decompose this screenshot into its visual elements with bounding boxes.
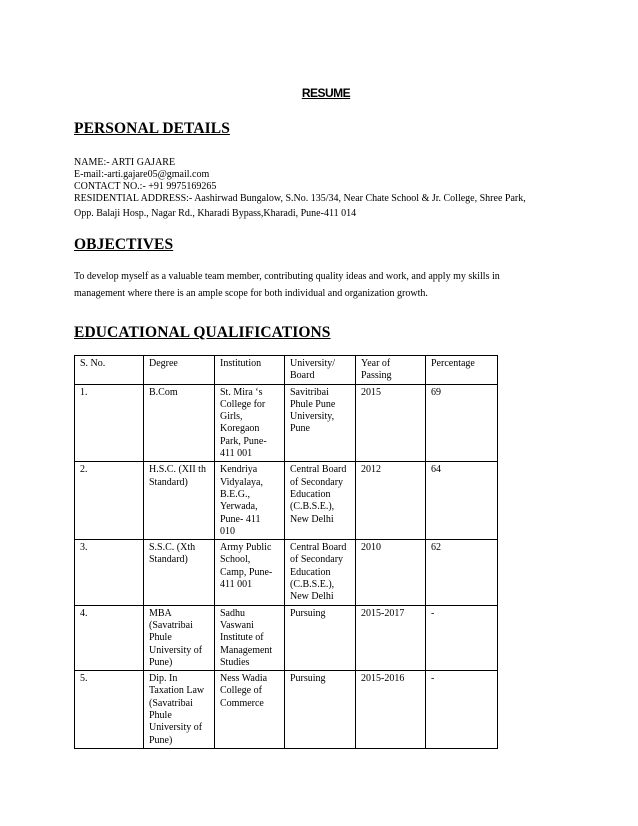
cell-line: Institute of	[220, 632, 264, 644]
cell-line: B.Com	[149, 386, 178, 398]
cell-line: -	[431, 607, 435, 619]
cell-line: 5.	[80, 673, 88, 685]
table-row-sno-cell	[75, 462, 144, 540]
cell-line: College for	[220, 398, 266, 410]
objectives-line-2: management where there is an ample scope for both individual and organization growth.	[74, 288, 428, 299]
cell-line: Central Board	[290, 542, 347, 554]
contact-line: CONTACT NO.:- +91 9975169265	[74, 181, 217, 192]
cell-line: New Delhi	[290, 513, 334, 525]
table-header-row-sno-cell	[75, 356, 144, 385]
address-line-2: Opp. Balaji Hosp., Nagar Rd., Kharadi Bypass,Kharadi, Pune-411 014	[74, 208, 357, 219]
cell-line: 2015-2017	[361, 607, 405, 619]
cell-line: (Savatribai	[149, 619, 193, 631]
cell-line: Management	[220, 644, 273, 656]
cell-line: Pune	[290, 423, 310, 435]
table-row-sno-cell	[75, 605, 144, 670]
table-row-degree-cell	[144, 462, 215, 540]
table-row-year-cell	[356, 384, 426, 462]
cell-line: College of	[220, 685, 262, 697]
cell-line: Pune- 411	[220, 513, 261, 525]
cell-line: 2.	[80, 464, 88, 476]
cell-line: 64	[431, 464, 441, 476]
cell-line: Institution	[220, 358, 262, 369]
cell-line: MBA	[149, 607, 172, 619]
cell-line: University/	[290, 358, 335, 369]
cell-line: Education	[290, 488, 331, 500]
table-row	[75, 671, 498, 749]
personal-details-heading: PERSONAL DETAILS	[74, 120, 230, 137]
table-row-institution-cell	[215, 605, 285, 670]
table-header-row-institution-cell	[215, 356, 285, 385]
cell-line: (Savatribai	[149, 697, 193, 709]
cell-line: 69	[431, 386, 441, 398]
table-header-row-university-cell	[285, 356, 356, 385]
table-row-university-cell	[285, 671, 356, 749]
table-row-year-cell	[356, 462, 426, 540]
cell-line: Education	[290, 566, 331, 578]
cell-line: 411 001	[220, 448, 253, 460]
table-row	[75, 462, 498, 540]
table-row-percentage-cell	[426, 462, 498, 540]
cell-line: Central Board	[290, 464, 347, 476]
cell-line: Year of	[361, 358, 391, 369]
table-row-sno-cell	[75, 540, 144, 605]
resume-title	[0, 86, 638, 100]
table-header-row-year-cell	[356, 356, 426, 385]
cell-line: Board	[290, 370, 315, 382]
cell-line: Commerce	[220, 697, 264, 709]
cell-line: Pursuing	[290, 673, 326, 685]
cell-line: Phule	[149, 710, 172, 722]
cell-line: University,	[290, 411, 335, 423]
cell-line: Dip. In	[149, 673, 178, 685]
cell-line: H.S.C. (XII th	[149, 464, 206, 476]
address-line-1: RESIDENTIAL ADDRESS:- Aashirwad Bungalow, S.No. 135/34, Near Chate School & Jr. College, Shree Park,	[74, 193, 526, 204]
cell-line: Taxation Law	[149, 685, 205, 697]
cell-line: B.E.G.,	[220, 488, 250, 500]
cell-line: 3.	[80, 542, 88, 554]
cell-line: Phule	[149, 632, 172, 644]
table-row-university-cell	[285, 540, 356, 605]
cell-line: Passing	[361, 370, 392, 382]
cell-line: 1.	[80, 386, 88, 398]
cell-line: Percentage	[431, 358, 475, 369]
table-row-degree-cell	[144, 384, 215, 462]
table-row-university-cell	[285, 605, 356, 670]
table-row	[75, 540, 498, 605]
cell-line: (C.B.S.E.),	[290, 501, 335, 513]
cell-line: Ness Wadia	[220, 673, 268, 685]
cell-line: 411 001	[220, 579, 253, 591]
cell-line: University of	[149, 644, 203, 656]
table-row-year-cell	[356, 671, 426, 749]
cell-line: Sadhu	[220, 607, 245, 619]
cell-line: Standard)	[149, 476, 188, 488]
cell-line: 2012	[361, 464, 381, 476]
table-row-degree-cell	[144, 605, 215, 670]
table-row-percentage-cell	[426, 384, 498, 462]
resume-title-text: RESUME	[301, 86, 351, 100]
objectives-line-1: To develop myself as a valuable team member, contributing quality ideas and work, and apply my skills in	[74, 271, 500, 282]
email-line: E-mail:-arti.gajare05@gmail.com	[74, 169, 210, 180]
cell-line: S. No.	[80, 358, 106, 369]
cell-line: (C.B.S.E.),	[290, 579, 335, 591]
cell-line: Camp, Pune-	[220, 566, 273, 578]
cell-line: 2015	[361, 386, 381, 398]
table-header-row-percentage-cell	[426, 356, 498, 385]
table-header-row-degree-cell	[144, 356, 215, 385]
cell-line: of Secondary	[290, 554, 344, 566]
cell-line: 2010	[361, 542, 381, 554]
cell-line: Degree	[149, 358, 178, 369]
cell-line: Koregaon	[220, 423, 260, 435]
cell-line: 010	[220, 525, 235, 537]
table-row	[75, 605, 498, 670]
cell-line: 62	[431, 542, 441, 554]
table-row-year-cell	[356, 540, 426, 605]
table-row	[75, 384, 498, 462]
education-table-body	[75, 356, 498, 749]
cell-line: 2015-2016	[361, 673, 405, 685]
cell-line: School,	[220, 554, 251, 566]
name-line: NAME:- ARTI GAJARE	[74, 157, 176, 168]
table-row-university-cell	[285, 384, 356, 462]
cell-line: Girls,	[220, 411, 243, 423]
cell-line: New Delhi	[290, 591, 334, 603]
education-table	[74, 355, 498, 749]
cell-line: Park, Pune-	[220, 435, 267, 447]
objectives-heading: OBJECTIVES	[74, 236, 174, 253]
table-row-degree-cell	[144, 540, 215, 605]
cell-line: Army Public	[220, 542, 272, 554]
cell-line: Vaswani	[220, 619, 254, 631]
cell-line: -	[431, 673, 435, 685]
cell-line: Studies	[220, 656, 250, 668]
cell-line: S.S.C. (Xth	[149, 542, 196, 554]
cell-line: Kendriya	[220, 464, 258, 476]
cell-line: Standard)	[149, 554, 188, 566]
table-row-institution-cell	[215, 462, 285, 540]
cell-line: Pursuing	[290, 607, 326, 619]
cell-line: Pune)	[149, 734, 173, 746]
cell-line: Savitribai	[290, 386, 329, 398]
cell-line: University of	[149, 722, 203, 734]
table-row-percentage-cell	[426, 540, 498, 605]
cell-line: Phule Pune	[290, 398, 336, 410]
table-row-sno-cell	[75, 671, 144, 749]
table-row-year-cell	[356, 605, 426, 670]
table-row-sno-cell	[75, 384, 144, 462]
cell-line: Vidyalaya,	[220, 476, 263, 488]
table-row-institution-cell	[215, 671, 285, 749]
cell-line: 4.	[80, 607, 88, 619]
table-row-university-cell	[285, 462, 356, 540]
cell-line: Pune)	[149, 656, 173, 668]
table-row-institution-cell	[215, 384, 285, 462]
education-heading: EDUCATIONAL QUALIFICATIONS	[74, 324, 331, 341]
cell-line: Yerwada,	[220, 501, 258, 513]
table-row-percentage-cell	[426, 671, 498, 749]
table-header-row	[75, 356, 498, 385]
table-row-percentage-cell	[426, 605, 498, 670]
table-row-degree-cell	[144, 671, 215, 749]
cell-line: of Secondary	[290, 476, 344, 488]
cell-line: St. Mira ‘s	[220, 386, 263, 398]
table-row-institution-cell	[215, 540, 285, 605]
